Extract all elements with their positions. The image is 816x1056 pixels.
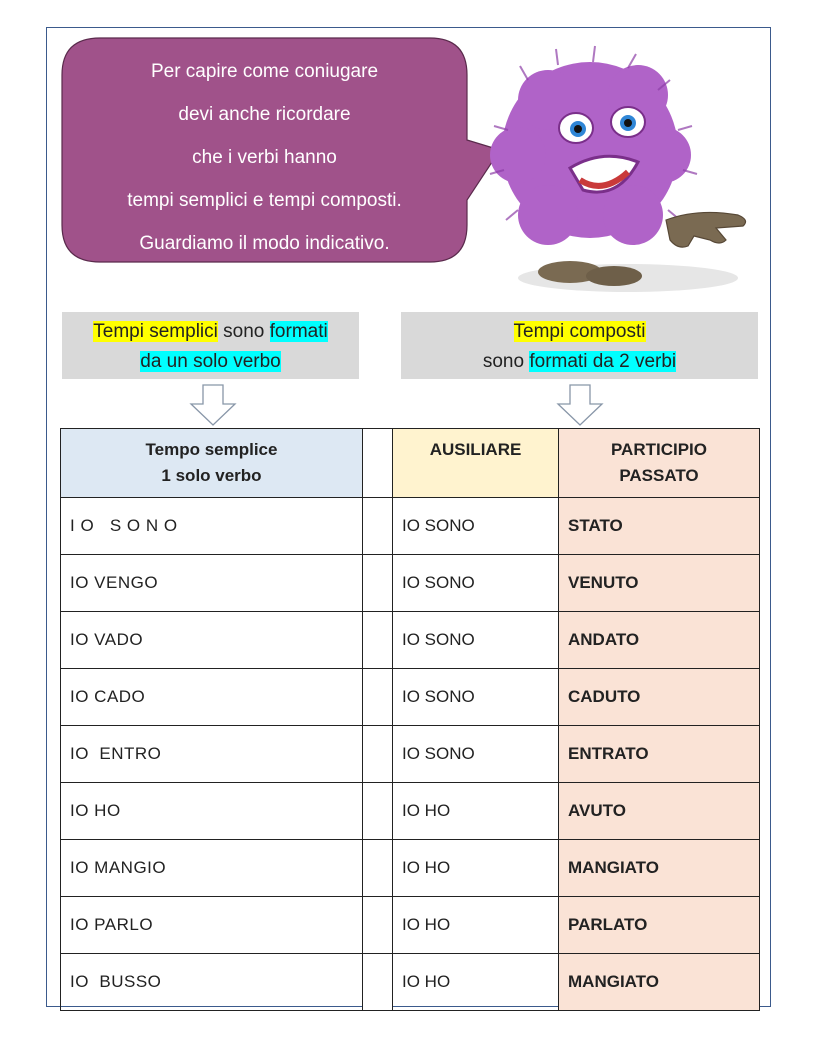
participle-cell: AVUTO (559, 783, 760, 840)
table-row (61, 612, 760, 669)
table-row (61, 840, 760, 897)
table-row (61, 555, 760, 612)
table-row (61, 726, 760, 783)
auxiliary-cell: IO SONO (393, 498, 559, 555)
auxiliary-cell: IO HO (393, 783, 559, 840)
participle-cell: PARLATO (559, 897, 760, 954)
arrow-down-icon (189, 384, 237, 426)
gap-cell (363, 498, 393, 555)
simple-tense-cell: IO ENTRO (61, 726, 363, 783)
purple-fuzzy-monster-icon (488, 40, 758, 300)
bubble-line: Guardiamo il modo indicativo. (139, 233, 390, 254)
table-row (61, 498, 760, 555)
auxiliary-cell: IO HO (393, 897, 559, 954)
simple-tense-cell: IO MANGIO (61, 840, 363, 897)
highlight-text: da un solo verbo (140, 351, 281, 372)
simple-tense-cell: IO CADO (61, 669, 363, 726)
auxiliary-cell: IO SONO (393, 612, 559, 669)
table-row (61, 783, 760, 840)
auxiliary-cell: IO SONO (393, 669, 559, 726)
gap-cell (363, 840, 393, 897)
plain-text: sono (482, 351, 530, 372)
table-header-row (61, 429, 760, 498)
gap-cell (363, 555, 393, 612)
simple-tense-cell: IO HO (61, 783, 363, 840)
participle-cell: ANDATO (559, 612, 760, 669)
header-auxiliary: AUSILIARE (393, 429, 559, 498)
highlight-text: formati da 2 verbi (529, 351, 677, 372)
gap-cell (363, 783, 393, 840)
bubble-line: Per capire come coniugare (150, 61, 379, 82)
participle-cell: ENTRATO (559, 726, 760, 783)
gap-cell (363, 726, 393, 783)
arrow-down-icon (556, 384, 604, 426)
bubble-line: che i verbi hanno (192, 147, 337, 168)
plain-text: sono (217, 321, 270, 342)
auxiliary-cell: IO HO (393, 954, 559, 1011)
bubble-line: devi anche ricordare (178, 104, 351, 125)
highlight-text: Tempi semplici (93, 321, 218, 342)
simple-tense-cell: I O S O N O (61, 498, 363, 555)
table-row (61, 897, 760, 954)
simple-tense-cell: IO PARLO (61, 897, 363, 954)
simple-tense-cell: IO VENGO (61, 555, 363, 612)
speech-bubble-text (62, 50, 467, 265)
table-row (61, 954, 760, 1011)
auxiliary-cell: IO SONO (393, 555, 559, 612)
auxiliary-cell: IO HO (393, 840, 559, 897)
participle-cell: VENUTO (559, 555, 760, 612)
bubble-line: tempi semplici e tempi composti. (127, 190, 402, 211)
header-participle: PARTICIPIO PASSATO (559, 429, 760, 498)
compound-tenses-box (401, 312, 758, 379)
highlight-text: Tempi composti (513, 321, 646, 342)
participle-cell: MANGIATO (559, 840, 760, 897)
verbs-table (60, 428, 760, 1011)
gap-cell (363, 612, 393, 669)
header-simple-tense: Tempo semplice 1 solo verbo (61, 429, 363, 498)
participle-cell: CADUTO (559, 669, 760, 726)
simple-tense-cell: IO BUSSO (61, 954, 363, 1011)
simple-tenses-box (62, 312, 359, 379)
simple-tense-cell: IO VADO (61, 612, 363, 669)
gap-cell (363, 954, 393, 1011)
participle-cell: MANGIATO (559, 954, 760, 1011)
gap-cell (363, 897, 393, 954)
header-gap (363, 429, 393, 498)
highlight-text: formati (269, 321, 328, 342)
participle-cell: STATO (559, 498, 760, 555)
table-row (61, 669, 760, 726)
gap-cell (363, 669, 393, 726)
auxiliary-cell: IO SONO (393, 726, 559, 783)
